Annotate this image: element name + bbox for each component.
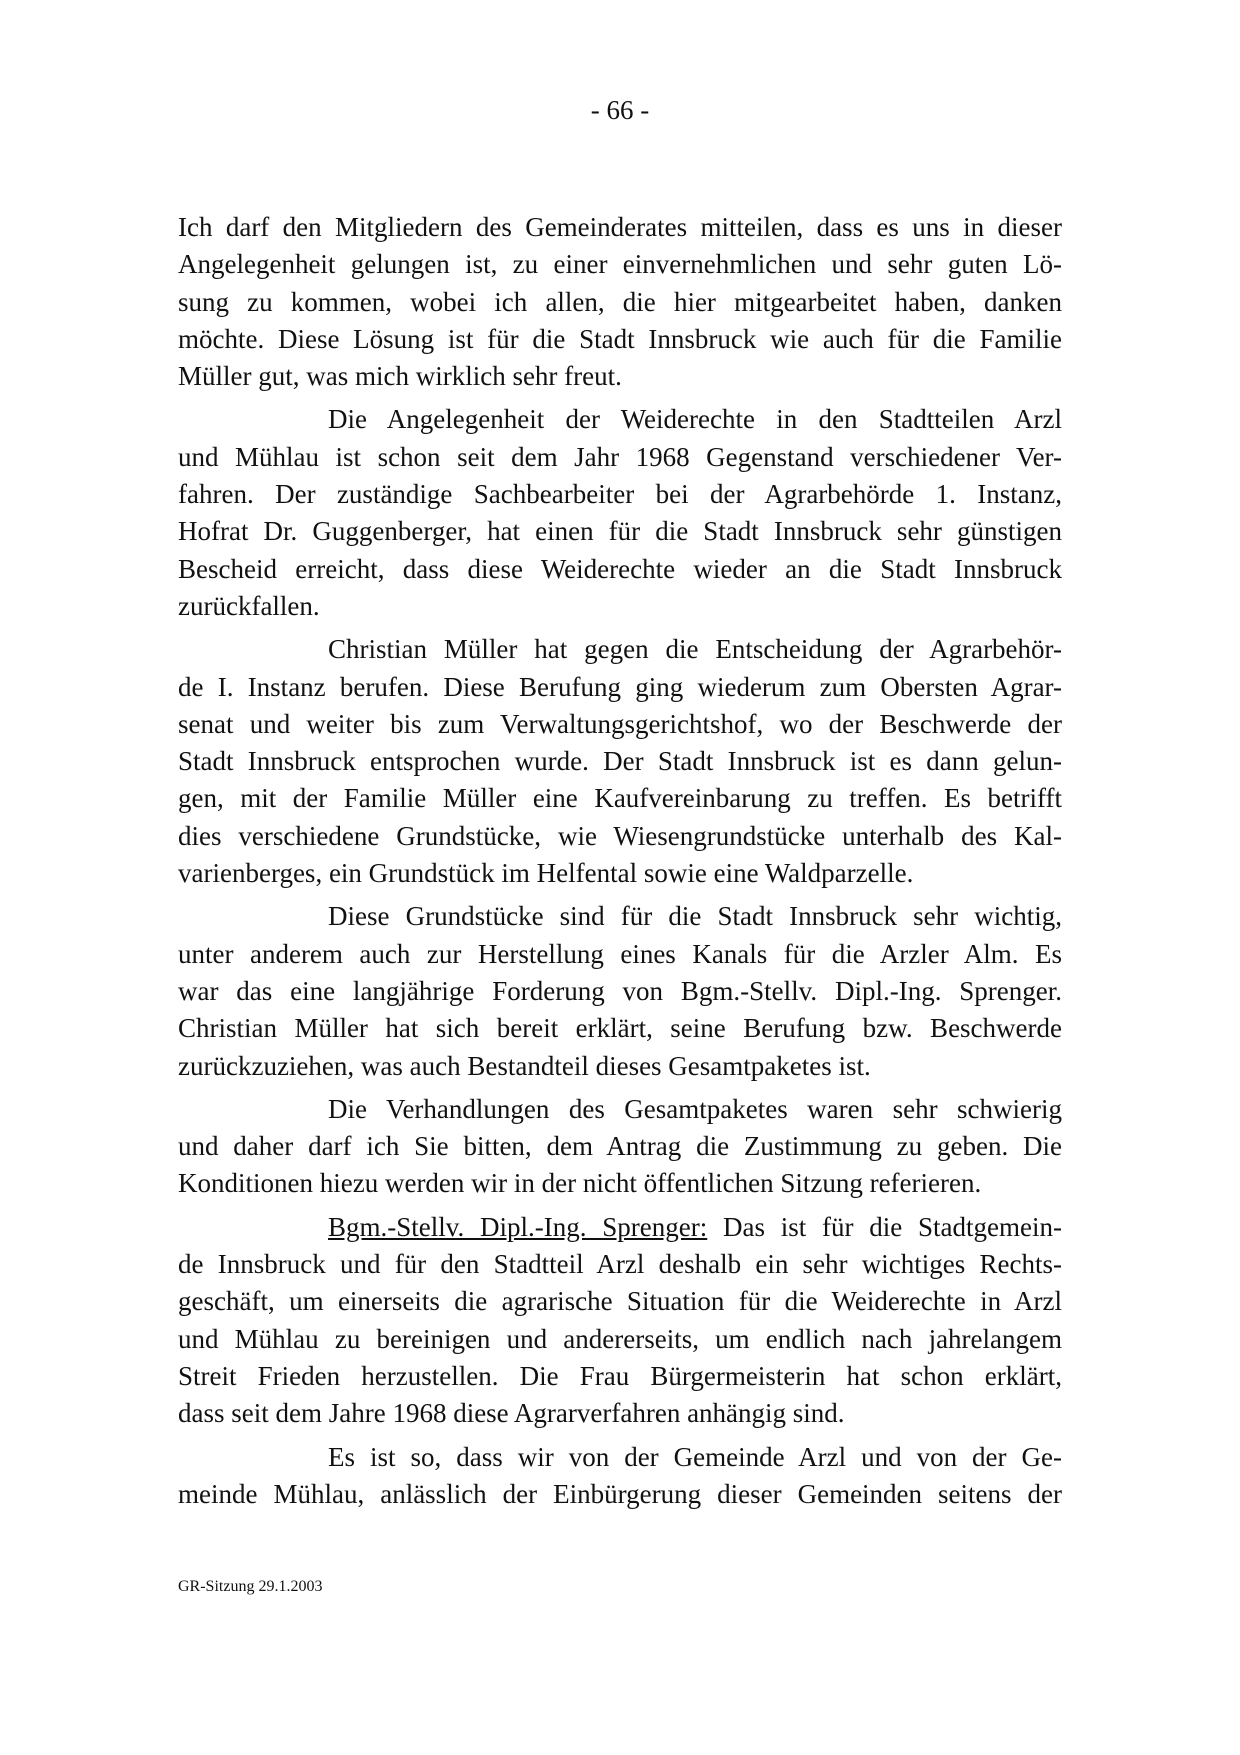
speaker-name: Bgm.-Stellv. Dipl.-Ing. Sprenger: [328, 1211, 708, 1242]
document-body [178, 209, 1062, 1513]
text-line: unter anderem auch zur Herstellung eines Kanals für die Arzler Alm. Es [178, 938, 1062, 969]
text-line: möchte. Diese Lösung ist für die Stadt Innsbruck wie auch für die Familie [178, 323, 1062, 354]
paragraph-7 [178, 1439, 1062, 1514]
text-line: Es ist so, dass wir von der Gemeinde Arzl und von der Ge- [328, 1441, 1062, 1472]
text-line: Christian Müller hat sich bereit erklärt, seine Berufung bzw. Beschwerde [178, 1013, 1062, 1044]
text-line: Stadt Innsbruck entsprochen wurde. Der Stadt Innsbruck ist es dann gelun- [178, 746, 1062, 777]
text-line: Streit Frieden herzustellen. Die Frau Bürgermeisterin hat schon erklärt, [178, 1360, 1062, 1391]
text-line: zurückfallen. [178, 590, 320, 621]
speaker-line [178, 1209, 1062, 1246]
text-line: senat und weiter bis zum Verwaltungsgerichtshof, wo der Beschwerde der [178, 708, 1062, 739]
text-line: Bescheid erreicht, dass diese Weiderechte wieder an die Stadt Innsbruck [178, 553, 1062, 584]
text-line: Konditionen hiezu werden wir in der nicht öffentlichen Sitzung referieren. [178, 1168, 982, 1199]
text-line: und Mühlau ist schon seit dem Jahr 1968 Gegenstand verschiedener Ver- [178, 441, 1062, 472]
text-line: war das eine langjährige Forderung von Bgm.-Stellv. Dipl.-Ing. Sprenger. [178, 975, 1062, 1006]
text-line: Hofrat Dr. Guggenberger, hat einen für die Stadt Innsbruck sehr günstigen [178, 516, 1062, 547]
text-line: geschäft, um einerseits die agrarische Situation für die Weiderechte in Arzl [178, 1286, 1062, 1317]
text-line: und daher darf ich Sie bitten, dem Antrag die Zustimmung zu geben. Die [178, 1131, 1062, 1162]
footer-session-date: GR-Sitzung 29.1.2003 [178, 1578, 323, 1595]
text-line: Diese Grundstücke sind für die Stadt Innsbruck sehr wichtig, [328, 901, 1062, 932]
text-line: Ich darf den Mitgliedern des Gemeinderates mitteilen, dass es uns in dieser [178, 212, 1062, 242]
text-line: dies verschiedene Grundstücke, wie Wiesengrundstücke unterhalb des Kal- [178, 820, 1062, 851]
paragraph-5 [178, 1091, 1062, 1203]
text-line: varienberges, ein Grundstück im Helfental sowie eine Waldparzelle. [178, 858, 914, 889]
text-line: fahren. Der zuständige Sachbearbeiter bei der Agrarbehörde 1. Instanz, [178, 479, 1062, 510]
text-line: Christian Müller hat gegen die Entscheidung der Agrarbehör- [328, 634, 1062, 665]
text-line: de Innsbruck und für den Stadtteil Arzl deshalb ein sehr wichtiges Rechts- [178, 1249, 1062, 1280]
text-line: zurückzuziehen, was auch Bestandteil dieses Gesamtpaketes ist. [178, 1050, 871, 1081]
text-line: Die Verhandlungen des Gesamtpaketes waren sehr schwierig [328, 1093, 1062, 1124]
text-line: gen, mit der Familie Müller eine Kaufvereinbarung zu treffen. Es betrifft [178, 783, 1062, 814]
text-line: und Mühlau zu bereinigen und andererseits, um endlich nach jahrelangem [178, 1323, 1062, 1354]
speaker-line-text: Das ist für die Stadtgemein- [707, 1211, 1062, 1242]
text-line: dass seit dem Jahre 1968 diese Agrarverfahren anhängig sind. [178, 1398, 845, 1429]
text-line: sung zu kommen, wobei ich allen, die hier mitgearbeitet haben, danken [178, 286, 1062, 317]
text-line: Angelegenheit gelungen ist, zu einer einvernehmlichen und sehr guten Lö- [178, 249, 1062, 280]
text-line: de I. Instanz berufen. Diese Berufung ging wiederum zum Obersten Agrar- [178, 671, 1062, 702]
paragraph-3 [178, 631, 1062, 892]
paragraph-2 [178, 401, 1062, 625]
text-line: Die Angelegenheit der Weiderechte in den Stadtteilen Arzl [328, 404, 1062, 435]
text-line: meinde Mühlau, anlässlich der Einbürgerung dieser Gemeinden seitens der [178, 1478, 1062, 1509]
text-line: Müller gut, was mich wirklich sehr freut. [178, 361, 622, 392]
paragraph-4 [178, 898, 1062, 1084]
paragraph-6 [178, 1209, 1062, 1433]
paragraph-1 [178, 209, 1062, 395]
page-number: - 66 - [590, 95, 650, 125]
